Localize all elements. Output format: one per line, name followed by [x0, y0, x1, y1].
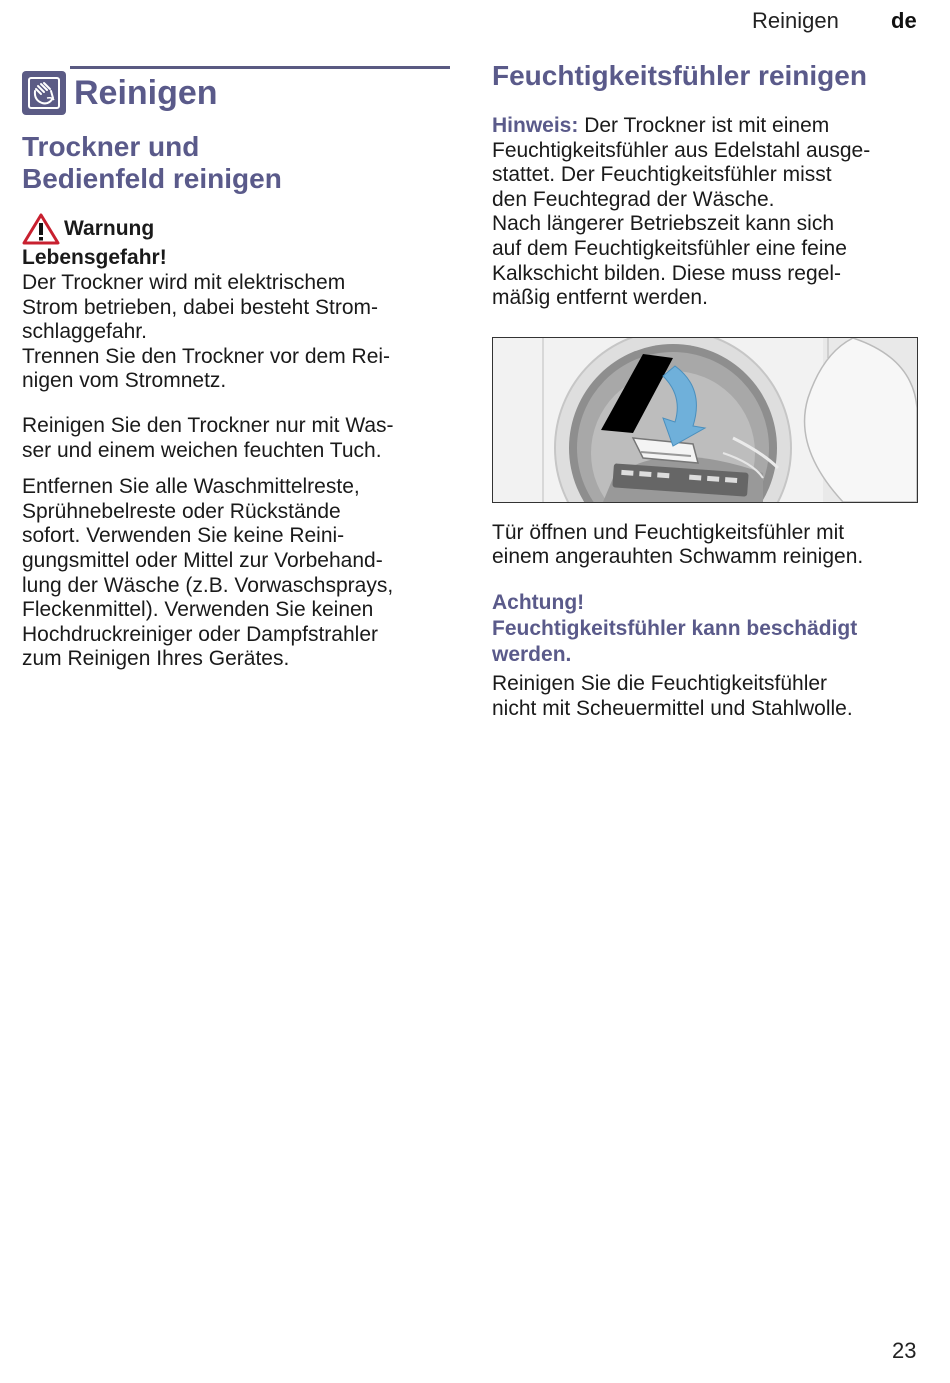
- warning-text-line: schlaggefahr.: [22, 320, 147, 344]
- caution-text-line: nicht mit Scheuermittel und Stahlwolle.: [492, 696, 853, 720]
- instruction-line: einem angerauhten Schwamm reinigen.: [492, 545, 864, 569]
- paragraph-residues: [22, 475, 450, 672]
- paragraph-line: gungsmittel oder Mittel zur Vorbehand-: [22, 548, 383, 572]
- danger-label: Lebensgefahr!: [22, 246, 167, 269]
- caution-label: Achtung!: [492, 590, 585, 614]
- note-line: Nach längerer Betriebszeit kann sich: [492, 212, 835, 236]
- caution-block: [492, 590, 920, 721]
- note-text: Der Trockner ist mit einem: [578, 114, 830, 137]
- warning-text-line: Trennen Sie den Trockner vor dem Rei-: [22, 344, 391, 368]
- header-section-label: Reinigen: [752, 8, 839, 33]
- note-line: mäßig entfernt werden.: [492, 286, 708, 310]
- note-line: [492, 114, 920, 139]
- warning-label: Warnung: [64, 217, 155, 240]
- section-heading: [22, 71, 450, 115]
- note-line: den Feuchtegrad der Wäsche.: [492, 187, 775, 211]
- note-line: Feuchtigkeitsfühler aus Edelstahl ausge-: [492, 138, 871, 162]
- subtitle-line-2: Bedienfeld reinigen: [22, 163, 282, 194]
- warning-block: [22, 213, 450, 394]
- paragraph-line: zum Reinigen Ihres Gerätes.: [22, 647, 290, 671]
- page-number: 23: [892, 1338, 917, 1363]
- paragraph-line: Reinigen Sie den Trockner nur mit Was-: [22, 413, 394, 437]
- header-language-label: de: [891, 8, 917, 33]
- sensor-illustration: [492, 337, 918, 503]
- paragraph-line: Sprühnebelreste oder Rückstände: [22, 499, 341, 523]
- warning-text-line: nigen vom Stromnetz.: [22, 369, 227, 393]
- paragraph-line: Hochdruckreiniger oder Dampfstrahler: [22, 622, 378, 646]
- warning-text-line: Strom betrieben, dabei besteht Strom-: [22, 295, 379, 319]
- right-column: [492, 60, 920, 721]
- paragraph-line: Fleckenmittel). Verwenden Sie keinen: [22, 598, 374, 622]
- note-block: [492, 114, 920, 311]
- note-line: auf dem Feuchtigkeitsfühler eine feine: [492, 236, 847, 260]
- note-label: Hinweis:: [492, 114, 579, 137]
- section-title: Reinigen: [74, 74, 218, 112]
- paragraph-line: ser und einem weichen feuchten Tuch.: [22, 438, 382, 462]
- paragraph-line: sofort. Verwenden Sie keine Reini-: [22, 524, 345, 548]
- paragraph-cleaning: [22, 414, 450, 463]
- note-line: Kalkschicht bilden. Diese muss regel-: [492, 261, 841, 285]
- sensor-section-title: Feuchtigkeitsfühler reinigen: [492, 60, 867, 91]
- caution-heading-line: werden.: [492, 642, 572, 666]
- warning-heading: [22, 213, 450, 245]
- caution-text-line: Reinigen Sie die Feuchtigkeitsfühler: [492, 671, 828, 695]
- instruction-line: Tür öffnen und Feuchtigkeitsfühler mit: [492, 520, 845, 544]
- paragraph-line: Entfernen Sie alle Waschmittelreste,: [22, 475, 360, 499]
- caution-heading-line: Feuchtigkeitsfühler kann beschädigt: [492, 616, 858, 640]
- warning-text-line: Der Trockner wird mit elektrischem: [22, 271, 346, 294]
- hand-cleaning-icon: [22, 71, 66, 115]
- section-rule: [70, 66, 450, 69]
- instruction-block: [492, 521, 920, 570]
- warning-triangle-icon: [22, 213, 60, 245]
- note-line: stattet. Der Feuchtigkeitsfühler misst: [492, 163, 832, 187]
- subsection-title: [22, 131, 322, 195]
- left-column: [22, 66, 450, 672]
- paragraph-line: lung der Wäsche (z.B. Vorwaschsprays,: [22, 573, 394, 597]
- subtitle-line-1: Trockner und: [22, 131, 200, 162]
